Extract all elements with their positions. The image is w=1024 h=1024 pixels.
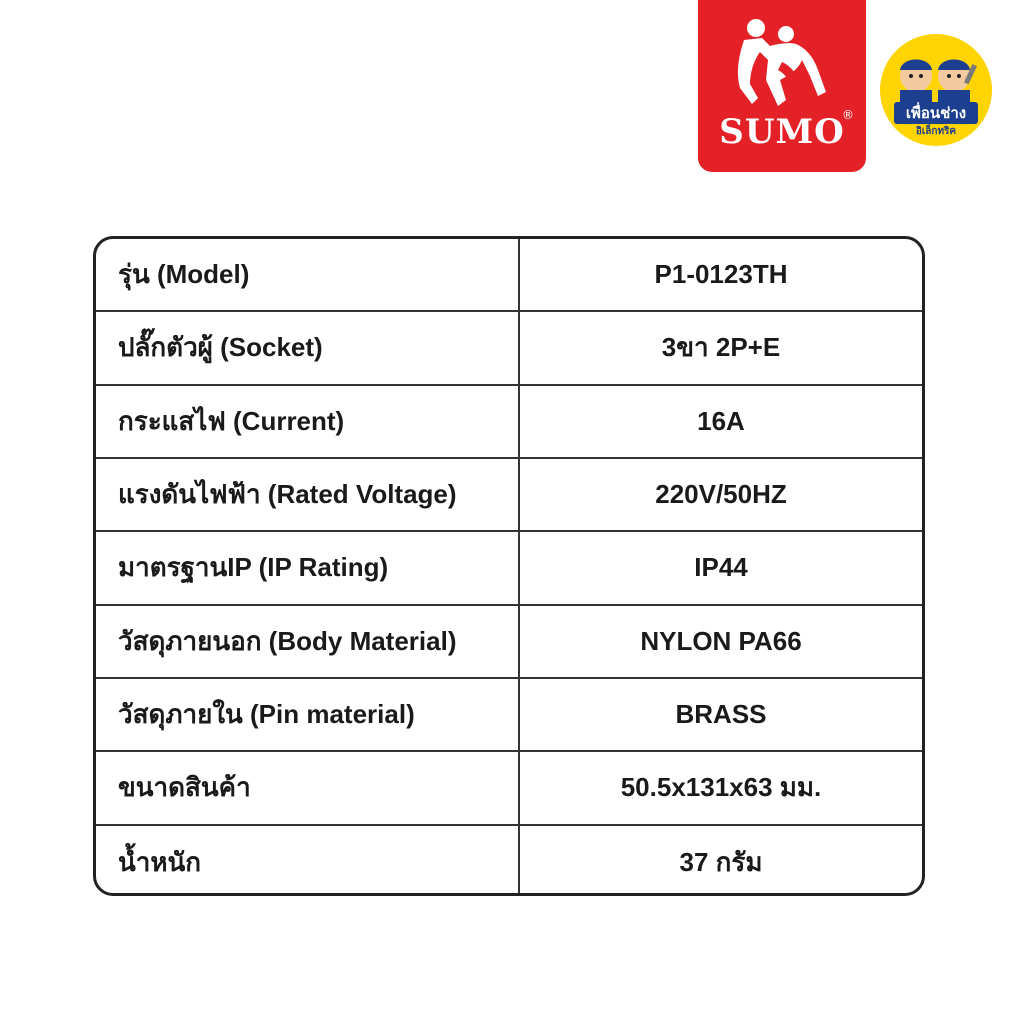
table-row xyxy=(96,679,922,752)
sumo-logo xyxy=(698,0,866,172)
table-row xyxy=(96,239,922,312)
table-row xyxy=(96,826,922,896)
partner-badge-subtitle: อิเล็กทริค xyxy=(915,126,957,137)
registered-mark: ® xyxy=(842,108,854,122)
sumo-wordmark: SUMO xyxy=(719,112,845,152)
table-row xyxy=(96,606,922,679)
spec-label-dimensions: ขนาดสินค้า xyxy=(96,752,520,823)
partner-badge-logo xyxy=(880,34,992,146)
spec-label-body-material: วัสดุภายนอก (Body Material) xyxy=(96,606,520,677)
spec-value-voltage: 220V/50HZ xyxy=(655,479,787,510)
spec-label-model: รุ่น (Model) xyxy=(96,239,520,310)
spec-value-pin-material: BRASS xyxy=(675,699,767,730)
table-row xyxy=(96,532,922,605)
spec-value-model: P1-0123TH xyxy=(654,259,788,290)
spec-label-socket: ปลั๊กตัวผู้ (Socket) xyxy=(96,312,520,383)
table-row xyxy=(96,312,922,385)
spec-label-weight: น้ำหนัก xyxy=(96,826,520,896)
spec-value-current: 16A xyxy=(697,405,745,436)
spec-label-voltage: แรงดันไฟฟ้า (Rated Voltage) xyxy=(96,459,520,530)
spec-value-ip-rating: IP44 xyxy=(694,552,748,583)
spec-label-pin-material: วัสดุภายใน (Pin material) xyxy=(96,679,520,750)
spec-table xyxy=(93,236,925,896)
spec-value-body-material: NYLON PA66 xyxy=(640,625,802,656)
table-row xyxy=(96,752,922,825)
spec-value-dimensions: 50.5x131x63 มม. xyxy=(620,772,822,803)
spec-label-current: กระแสไฟ (Current) xyxy=(96,386,520,457)
spec-label-ip-rating: มาตรฐานIP (IP Rating) xyxy=(96,532,520,603)
table-row xyxy=(96,386,922,459)
table-row xyxy=(96,459,922,532)
partner-badge-title: เพื่อนช่าง xyxy=(894,102,978,124)
spec-value-socket: 3ขา 2P+E xyxy=(661,332,781,363)
spec-value-weight: 37 กรัม xyxy=(679,846,763,877)
